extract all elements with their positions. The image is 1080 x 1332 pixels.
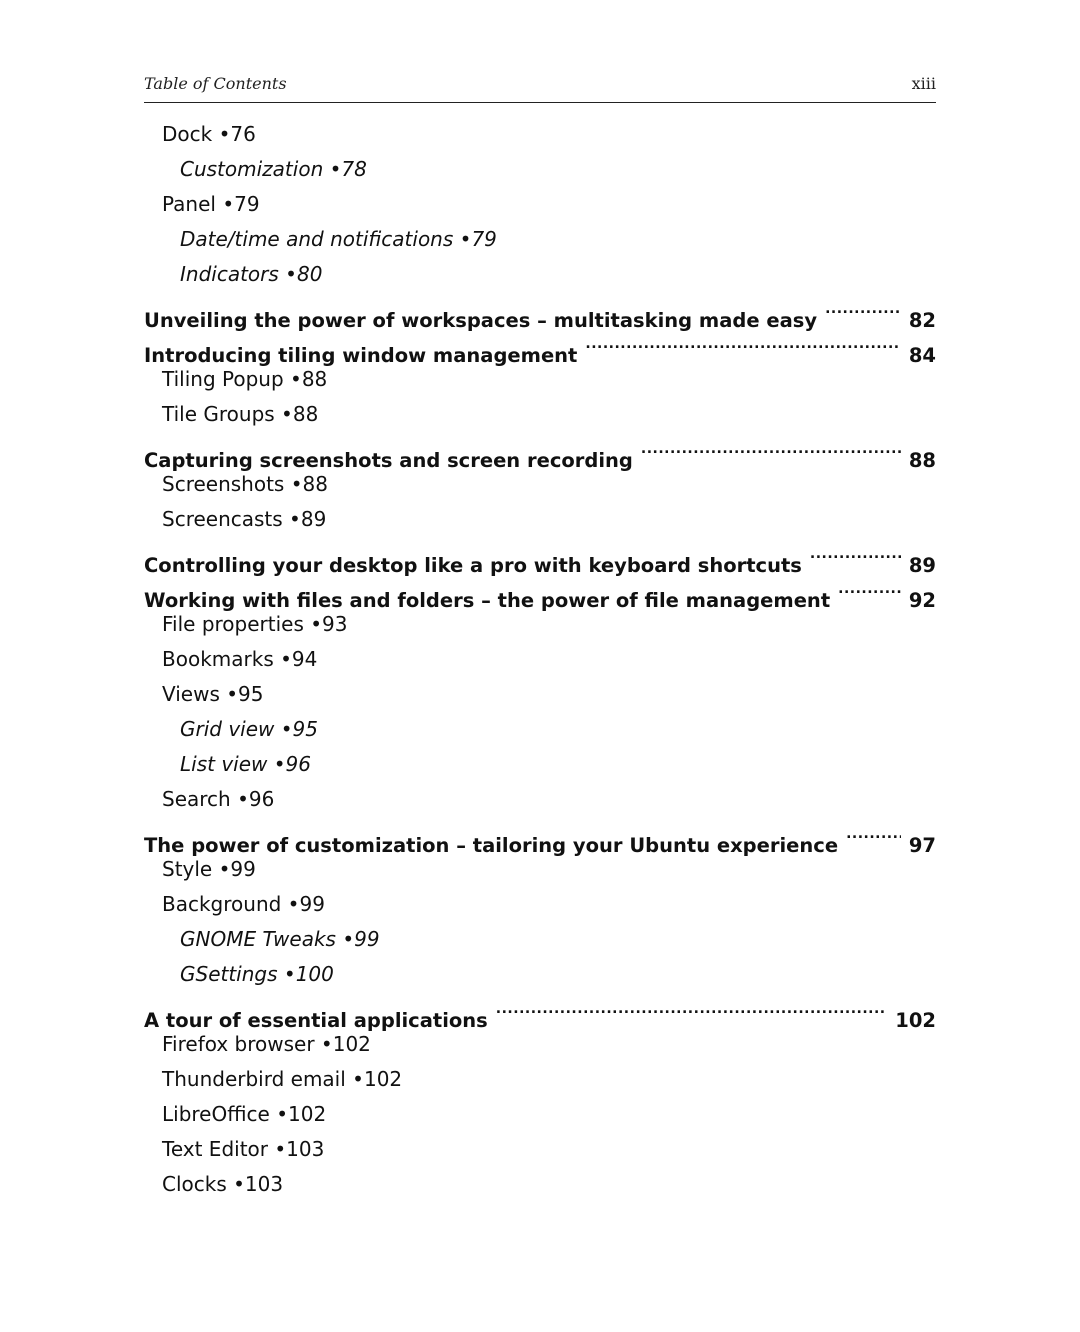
toc-entry-page: 94 bbox=[291, 647, 318, 671]
toc-section-entry[interactable] bbox=[144, 397, 936, 432]
toc-entry-page: 99 bbox=[354, 927, 380, 951]
toc-chapter-title: Capturing screenshots and screen recording bbox=[144, 449, 633, 472]
toc-section-entry[interactable] bbox=[144, 187, 936, 222]
toc-subsection-entry[interactable] bbox=[144, 222, 936, 257]
bullet-separator bbox=[274, 647, 292, 671]
toc-section-entry[interactable] bbox=[144, 1167, 936, 1202]
toc-subsection-entry[interactable] bbox=[144, 152, 936, 187]
bullet-separator bbox=[227, 1172, 245, 1196]
toc-section-entry[interactable] bbox=[144, 1097, 936, 1132]
toc-entry-page: 99 bbox=[230, 857, 256, 881]
bullet-separator bbox=[274, 717, 292, 741]
bullet-separator bbox=[212, 122, 230, 146]
toc-entry-title: Dock bbox=[162, 122, 213, 146]
bullet-separator bbox=[336, 927, 354, 951]
toc-entry-page: 80 bbox=[296, 262, 323, 286]
toc-subsection-entry[interactable] bbox=[144, 712, 936, 747]
toc-section-entry[interactable] bbox=[144, 642, 936, 677]
toc-entry-title: LibreOffice bbox=[162, 1102, 270, 1126]
toc-entry-title: GNOME Tweaks bbox=[180, 927, 336, 951]
toc-chapter-title: A tour of essential applications bbox=[144, 1009, 488, 1032]
toc-chapter-entry[interactable] bbox=[144, 817, 936, 857]
toc-chapter-page: 97 bbox=[908, 834, 936, 857]
toc-chapter-title: The power of customization – tailoring your Ubuntu experience bbox=[144, 834, 839, 857]
toc-dot-leader bbox=[810, 537, 901, 572]
bullet-separator bbox=[323, 157, 341, 181]
toc-entry-page: 96 bbox=[248, 787, 275, 811]
toc-entry-title: Search bbox=[162, 787, 231, 811]
toc-dot-leader bbox=[641, 432, 901, 467]
running-header bbox=[144, 72, 936, 103]
toc-dot-leader bbox=[846, 817, 901, 852]
toc-chapter-page: 82 bbox=[908, 309, 936, 332]
toc-entry-page: 100 bbox=[295, 962, 334, 986]
bullet-separator bbox=[281, 892, 299, 916]
toc-entry-title: Firefox browser bbox=[162, 1032, 315, 1056]
toc-chapter-page: 92 bbox=[908, 589, 936, 612]
toc-entry-page: 88 bbox=[302, 472, 328, 496]
toc-dot-leader bbox=[585, 327, 900, 362]
bullet-separator bbox=[453, 227, 471, 251]
toc-entry-page: 102 bbox=[363, 1067, 403, 1091]
toc-entry-page: 93 bbox=[322, 612, 348, 636]
toc-entry-page: 88 bbox=[301, 367, 328, 391]
toc-entry-page: 96 bbox=[285, 752, 311, 776]
toc-section-entry[interactable] bbox=[144, 887, 936, 922]
toc-section-entry[interactable] bbox=[144, 677, 936, 712]
toc-entry-title: Background bbox=[162, 892, 282, 916]
toc-entry-title: Grid view bbox=[180, 717, 275, 741]
toc-entry-title: Bookmarks bbox=[162, 647, 274, 671]
bullet-separator bbox=[279, 262, 297, 286]
running-header-page-number: xiii bbox=[911, 74, 936, 93]
toc-chapter-entry[interactable] bbox=[144, 537, 936, 577]
toc-entry-title: Text Editor bbox=[162, 1137, 268, 1161]
table-of-contents bbox=[144, 117, 936, 1202]
toc-section-entry[interactable] bbox=[144, 852, 936, 887]
bullet-separator bbox=[284, 367, 302, 391]
toc-entry-title: Customization bbox=[180, 157, 324, 181]
toc-chapter-entry[interactable] bbox=[144, 292, 936, 332]
toc-chapter-entry[interactable] bbox=[144, 327, 936, 367]
bullet-separator bbox=[270, 1102, 288, 1126]
bullet-separator bbox=[216, 192, 234, 216]
running-header-title: Table of Contents bbox=[144, 74, 287, 93]
bullet-separator bbox=[278, 962, 296, 986]
bullet-separator bbox=[284, 472, 302, 496]
toc-dot-leader bbox=[825, 292, 901, 327]
bullet-separator bbox=[212, 857, 230, 881]
toc-chapter-title: Working with files and folders – the power of file management bbox=[144, 589, 831, 612]
toc-entry-title: Clocks bbox=[162, 1172, 227, 1196]
toc-chapter-page: 88 bbox=[908, 449, 936, 472]
toc-subsection-entry[interactable] bbox=[144, 747, 936, 782]
toc-entry-title: Screencasts bbox=[162, 507, 283, 531]
toc-entry-title: Style bbox=[162, 857, 213, 881]
toc-chapter-title: Controlling your desktop like a pro with keyboard shortcuts bbox=[144, 554, 802, 577]
toc-section-entry[interactable] bbox=[144, 1027, 936, 1062]
toc-entry-title: Panel bbox=[162, 192, 216, 216]
toc-entry-page: 78 bbox=[341, 157, 367, 181]
toc-entry-title: GSettings bbox=[180, 962, 278, 986]
toc-subsection-entry[interactable] bbox=[144, 922, 936, 957]
toc-entry-title: Tile Groups bbox=[162, 402, 275, 426]
toc-section-entry[interactable] bbox=[144, 467, 936, 502]
toc-chapter-page: 84 bbox=[908, 344, 936, 367]
toc-chapter-entry[interactable] bbox=[144, 432, 936, 472]
bullet-separator bbox=[283, 507, 301, 531]
toc-entry-title: Tiling Popup bbox=[162, 367, 284, 391]
toc-entry-page: 88 bbox=[292, 402, 319, 426]
toc-entry-title: File properties bbox=[162, 612, 304, 636]
toc-chapter-title: Introducing tiling window management bbox=[144, 344, 578, 367]
toc-chapter-entry[interactable] bbox=[144, 992, 936, 1032]
toc-entry-page: 89 bbox=[300, 507, 327, 531]
toc-dot-leader bbox=[838, 572, 901, 607]
toc-entry-page: 95 bbox=[292, 717, 318, 741]
bullet-separator bbox=[220, 682, 238, 706]
bullet-separator bbox=[275, 402, 293, 426]
toc-entry-title: Indicators bbox=[180, 262, 279, 286]
toc-dot-leader bbox=[496, 992, 887, 1027]
bullet-separator bbox=[346, 1067, 364, 1091]
toc-section-entry[interactable] bbox=[144, 502, 936, 537]
toc-entry-page: 103 bbox=[286, 1137, 325, 1161]
toc-entry-page: 102 bbox=[288, 1102, 327, 1126]
toc-subsection-entry[interactable] bbox=[144, 957, 936, 992]
toc-chapter-entry[interactable] bbox=[144, 572, 936, 612]
toc-section-entry[interactable] bbox=[144, 117, 936, 152]
toc-entry-page: 79 bbox=[471, 227, 497, 251]
toc-chapter-title: Unveiling the power of workspaces – multitasking made easy bbox=[144, 309, 818, 332]
toc-section-entry[interactable] bbox=[144, 607, 936, 642]
toc-entry-page: 103 bbox=[244, 1172, 284, 1196]
toc-entry-title: Date/time and notifications bbox=[180, 227, 454, 251]
toc-entry-title: Thunderbird email bbox=[162, 1067, 346, 1091]
toc-section-entry[interactable] bbox=[144, 1062, 936, 1097]
toc-entry-page: 79 bbox=[234, 192, 260, 216]
toc-entry-title: List view bbox=[180, 752, 268, 776]
toc-entry-title: Views bbox=[162, 682, 220, 706]
toc-entry-page: 102 bbox=[332, 1032, 371, 1056]
bullet-separator bbox=[315, 1032, 333, 1056]
toc-section-entry[interactable] bbox=[144, 1132, 936, 1167]
toc-section-entry[interactable] bbox=[144, 782, 936, 817]
toc-entry-page: 99 bbox=[299, 892, 325, 916]
toc-entry-page: 95 bbox=[238, 682, 264, 706]
bullet-separator bbox=[268, 1137, 286, 1161]
toc-chapter-page: 89 bbox=[908, 554, 936, 577]
bullet-separator bbox=[267, 752, 285, 776]
toc-section-entry[interactable] bbox=[144, 362, 936, 397]
toc-chapter-page: 102 bbox=[895, 1009, 936, 1032]
bullet-separator bbox=[231, 787, 249, 811]
toc-entry-page: 76 bbox=[230, 122, 256, 146]
toc-entry-title: Screenshots bbox=[162, 472, 285, 496]
bullet-separator bbox=[304, 612, 322, 636]
toc-subsection-entry[interactable] bbox=[144, 257, 936, 292]
